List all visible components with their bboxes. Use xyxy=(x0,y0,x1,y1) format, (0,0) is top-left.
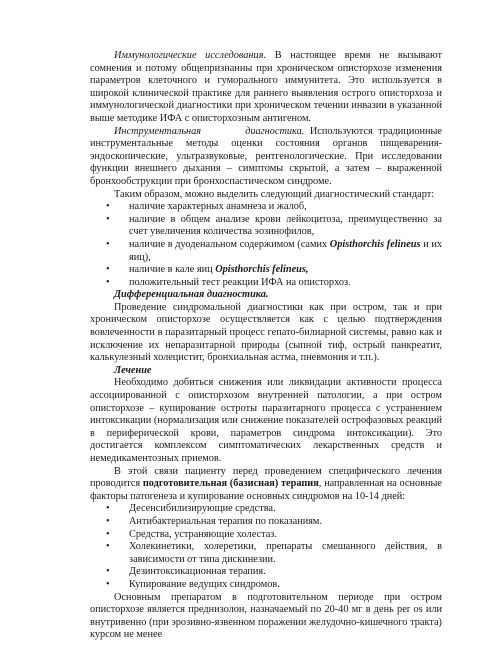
document-page xyxy=(90,50,442,642)
bullet-icon: • xyxy=(106,528,110,540)
therapy-list xyxy=(90,503,442,591)
bullet-icon: • xyxy=(106,566,110,578)
list-item: • Средства, устраняющие холестаз. xyxy=(106,528,277,540)
bullet-icon: • xyxy=(106,276,110,288)
paragraph-prednisolone: Основным препаратом в подготовительном периоде при остром описторхозе является преднизолон, назначаемый по 20-40 мг в день per os или внутривенно (при эрозивно-язвенном поражении желудочно-кишечного тракта) курсом не менее xyxy=(90,591,442,641)
list-item: • положительный тест реакции ИФА на описторхоз. xyxy=(106,276,351,288)
bullet-icon: • xyxy=(106,541,110,553)
section-heading-differential: Дифференциальная диагностика. xyxy=(114,289,269,301)
bullet-icon: • xyxy=(106,515,110,527)
section-heading-treatment: Лечение xyxy=(114,364,152,376)
basic-therapy-term: подготовительная (базисная) терапия xyxy=(142,478,319,490)
list-item: • наличие в общем анализе крови лейкоцитоза, преимущественно за счет увеличения количества эозинофилов, xyxy=(106,213,442,238)
paragraph-differential: Проведение синдромальной диагностики как при остром, так и при хроническом описторхозе осуществляется как с целью подтверждения вовлеченности в паразитарный процесс гепато-билиарной системы, равно как и исключение их непаразитарной природы (сыпной тиф, острый панкреатит, калькулезный холецистит, бронхиальная астма, пневмония и т.п.). xyxy=(90,301,442,364)
list-item: • Антибактериальная терапия по показаниям. xyxy=(106,515,323,527)
list-item: • Холекинетики, холеретики, препараты смешанного действия, в зависимости от типа дискинезии. xyxy=(106,541,442,565)
list-item: • наличие характерных анамнеза и жалоб, xyxy=(106,201,307,213)
list-item: • наличие в дуоденальном содержимом (самих Opisthorchis felineus и их яиц), xyxy=(106,238,442,263)
bullet-icon: • xyxy=(106,578,110,590)
paragraph-instrumental: Инструментальная диагностика. Используются традиционные инструментальные методы оценки состояния органов пищеварения-эндоскопические, ультразвуковые, рентгенологические. При исследовании функции внешнего дыхания – симптомы скрытой, а затем – выраженной бронхообструкции при бронхоспастическом синдроме. xyxy=(90,125,442,187)
diagnostic-standard-list xyxy=(90,201,442,289)
section-heading-immunology: Иммунологические исследования. xyxy=(114,50,267,61)
bullet-icon: • xyxy=(106,503,110,515)
bullet-icon: • xyxy=(106,264,110,276)
list-item: • Десенсибилизирующие средства. xyxy=(106,503,276,515)
list-item: • Дезинтоксикационная терапия. xyxy=(106,566,266,578)
bullet-icon: • xyxy=(106,238,110,250)
list-item: • Купирование ведущих синдромов. xyxy=(106,578,280,590)
bullet-icon: • xyxy=(106,201,110,213)
paragraph-standard-intro: Таким образом, можно выделить следующий диагностический стандарт: xyxy=(114,188,435,200)
paragraph-immunology: Иммунологические исследования. В настоящее время не вызывают сомнения и потому общепризнанны при хроническом описторхозе изменения параметров клеточного и гуморального иммунитета. Это используется в широкой клинической практике для раннего выявления острого описторхоза и иммунологической диагностики при хроническом течении инвазии в указанной выше методике ИФА с описторхозным антигеном. xyxy=(90,50,442,124)
section-heading-instrumental: Инструментальная диагностика. xyxy=(114,125,305,137)
paragraph-treatment: Необходимо добиться снижения или ликвидации активности процесса ассоциированной с описторхозом внутренней патологии, а при остром описторхозе – купирование остроты паразитарного процесса с устранением интоксикации (нормализация или снижение показателей острофазовых реакций в периферической крови, параметров синдрома интоксикации). Это достигается комплексом симптоматических лекарственных средств и немедикаментозных приемов. xyxy=(90,377,442,464)
bullet-icon: • xyxy=(106,213,110,225)
paragraph-basic-therapy: В этой связи пациенту перед проведением специфического лечения проводится подготовительная (базисная) терапия, направленная на основные факторы патогенеза и купирование основных синдромов на 10-14 дней: xyxy=(90,465,443,502)
list-item: • наличие в кале яиц Opisthorchis felineus, xyxy=(106,264,309,276)
